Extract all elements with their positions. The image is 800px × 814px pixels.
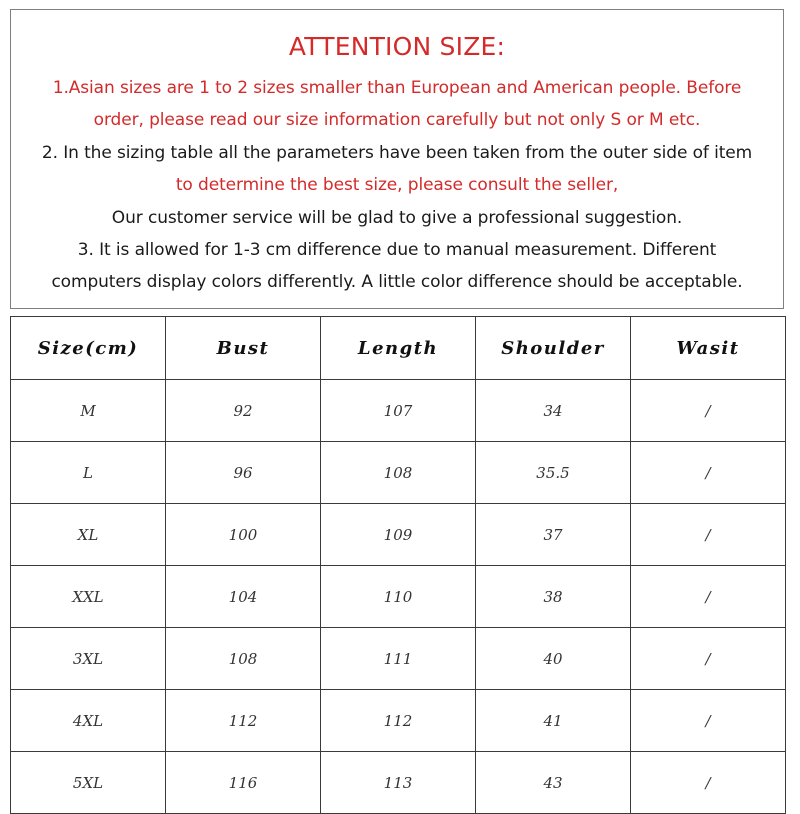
table-row [11,566,786,628]
notice-line: 2. In the sizing table all the parameters have been taken from the outer side of item [41,142,753,163]
cell-shoulder: 35.5 [476,442,631,504]
table-row [11,380,786,442]
cell-length: 108 [321,442,476,504]
cell-size: L [11,442,166,504]
cell-shoulder: 41 [476,690,631,752]
table-row [11,504,786,566]
cell-bust: 100 [166,504,321,566]
notice-lines [11,72,783,299]
cell-bust: 116 [166,752,321,814]
table-row [11,442,786,504]
cell-length: 109 [321,504,476,566]
cell-bust: 104 [166,566,321,628]
cell-shoulder: 37 [476,504,631,566]
cell-length: 111 [321,628,476,690]
cell-size: 5XL [11,752,166,814]
cell-shoulder: 43 [476,752,631,814]
cell-bust: 108 [166,628,321,690]
size-notice-box [10,9,784,309]
header-waist: Wasit [631,317,786,380]
cell-shoulder: 34 [476,380,631,442]
notice-line: 1.Asian sizes are 1 to 2 sizes smaller than European and American people. Before [52,78,742,98]
table-body [11,380,786,814]
notice-line: computers display colors differently. A little color difference should be acceptable. [51,272,743,293]
cell-bust: 92 [166,380,321,442]
table-header-row [11,317,786,380]
cell-length: 107 [321,380,476,442]
table-row [11,628,786,690]
cell-bust: 112 [166,690,321,752]
cell-waist: / [631,690,786,752]
table-row [11,690,786,752]
cell-size: XL [11,504,166,566]
cell-shoulder: 40 [476,628,631,690]
cell-waist: / [631,752,786,814]
cell-size: 4XL [11,690,166,752]
cell-waist: / [631,504,786,566]
cell-size: 3XL [11,628,166,690]
cell-length: 110 [321,566,476,628]
cell-waist: / [631,566,786,628]
cell-bust: 96 [166,442,321,504]
cell-waist: / [631,628,786,690]
cell-waist: / [631,380,786,442]
header-size: Size(cm) [11,317,166,380]
table-row [11,752,786,814]
header-length: Length [321,317,476,380]
notice-line: order, please read our size information carefully but not only S or M etc. [93,110,701,131]
notice-line: to determine the best size, please consult the seller, [175,175,619,196]
cell-length: 112 [321,690,476,752]
header-shoulder: Shoulder [476,317,631,380]
cell-shoulder: 38 [476,566,631,628]
cell-waist: / [631,442,786,504]
cell-length: 113 [321,752,476,814]
notice-title: ATTENTION SIZE: [288,32,506,61]
notice-line: 3. It is allowed for 1-3 cm difference due to manual measurement. Different [77,240,717,261]
header-bust: Bust [166,317,321,380]
size-chart-table [10,316,786,814]
notice-line: Our customer service will be glad to give a professional suggestion. [111,207,683,228]
cell-size: XXL [11,566,166,628]
cell-size: M [11,380,166,442]
